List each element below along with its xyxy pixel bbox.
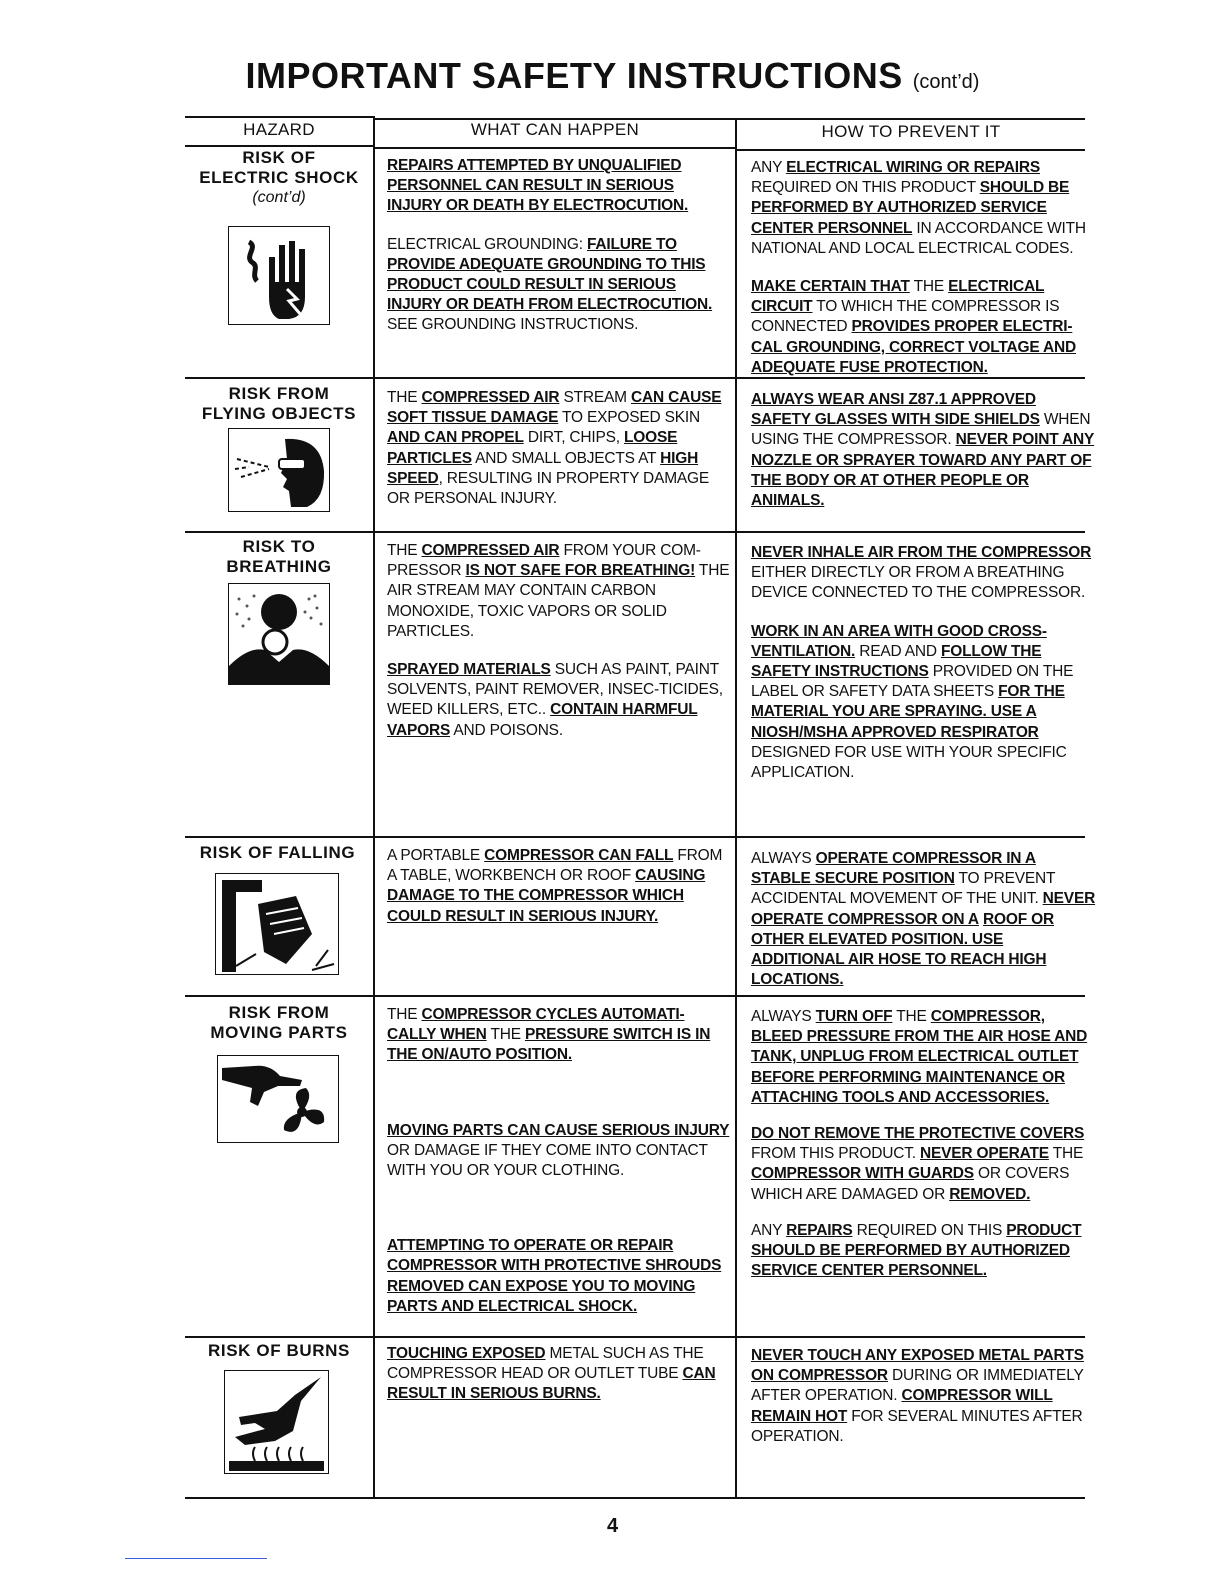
- cell-paragraph: [751, 390, 1096, 511]
- body-text: ALWAYS: [751, 1008, 816, 1025]
- body-text: ALWAYS: [751, 850, 816, 867]
- emphasized-text: LOOSE PARTICLES: [387, 429, 678, 467]
- body-text: ANY: [751, 159, 787, 176]
- row-4-what-can-happen: [387, 1005, 732, 1335]
- table-rule: [185, 116, 373, 118]
- emphasized-text: REMOVED.: [949, 1185, 1031, 1203]
- body-text: AND POISONS.: [450, 721, 563, 739]
- emphasized-text: PROVIDES PROPER ELECTRI-CAL GROUNDING, CORRECT VOLTAGE AND ADEQUATE FUSE PROTECTION.: [751, 318, 1077, 376]
- column-header-what-can-happen: WHAT CAN HAPPEN: [470, 120, 640, 139]
- emphasized-text: CAN CAUSE SOFT TISSUE DAMAGE: [387, 389, 722, 427]
- body-text: FROM A TABLE, WORKBENCH OR ROOF: [387, 847, 723, 885]
- cell-paragraph: [387, 1236, 732, 1317]
- table-rule: [375, 147, 735, 149]
- hazard-label-line: RISK TO: [242, 537, 316, 556]
- emphasized-text: PRODUCT SHOULD BE PERFORMED BY AUTHORIZED SERVICE CENTER PERSONNEL.: [751, 1221, 1082, 1280]
- body-text: DESIGNED FOR USE WITH YOUR SPECIFIC APPLICATION.: [751, 743, 1067, 782]
- body-text: PROVIDED ON THE LABEL OR SAFETY DATA SHEETS: [751, 663, 1074, 701]
- emphasized-text: CONTAIN HARMFUL VAPORS: [387, 701, 698, 739]
- body-text: REQUIRED ON THIS PRODUCT: [751, 179, 980, 197]
- hazard-label-line: RISK FROM: [228, 1003, 330, 1022]
- row-divider: [185, 531, 1085, 533]
- emphasized-text: FOLLOW THE SAFETY INSTRUCTIONS: [751, 642, 1042, 681]
- emphasized-text: NEVER OPERATE: [920, 1145, 1049, 1163]
- body-text: FROM YOUR COM-PRESSOR: [387, 542, 701, 580]
- emphasized-text: ATTEMPTING TO OPERATE OR REPAIR COMPRESSOR WITH PROTECTIVE SHROUDS REMOVED CAN EXPOSE YOU TO MOVING PARTS AND ELECTRICAL SHOCK.: [387, 1237, 722, 1315]
- hazard-breathing: [185, 537, 373, 577]
- body-text: STREAM: [559, 389, 631, 406]
- row-0-what-can-happen: [387, 156, 732, 354]
- emphasized-text: COMPRESSOR CYCLES AUTOMATI-CALLY WHEN: [387, 1006, 685, 1044]
- body-text: THE: [909, 278, 949, 296]
- row-5-how-to-prevent: [751, 1346, 1096, 1465]
- row-3-what-can-happen: [387, 846, 732, 945]
- row-3-how-to-prevent: [751, 849, 1096, 1008]
- emphasized-text: OPERATE COMPRESSOR IN A STABLE SECURE POSITION: [751, 850, 1036, 888]
- body-text: THE: [486, 1026, 525, 1044]
- emphasized-text: SHOULD BE PERFORMED BY AUTHORIZED SERVICE CENTER PERSONNEL: [751, 179, 1070, 237]
- hazard-label-line: BREATHING: [226, 557, 332, 576]
- hazard-label-sub: (cont’d): [252, 189, 306, 206]
- table-rule: [185, 145, 373, 147]
- column-header-how-to-prevent-it: HOW TO PREVENT IT: [821, 122, 1001, 141]
- cell-paragraph: [751, 543, 1096, 604]
- hazard-label-line: RISK OF: [242, 148, 316, 167]
- hazard-label-line: ELECTRIC SHOCK: [199, 168, 359, 187]
- emphasized-text: ELECTRICAL CIRCUIT: [751, 278, 1045, 316]
- footer-rule: [125, 1558, 267, 1559]
- body-text: EITHER DIRECTLY OR FROM A BREATHING DEVICE CONNECTED TO THE COMPRESSOR.: [751, 564, 1086, 602]
- hazard-electric-shock: [185, 148, 373, 208]
- emphasized-text: NEVER TOUCH ANY EXPOSED METAL PARTS ON COMPRESSOR: [751, 1347, 1084, 1385]
- body-text: THE: [387, 542, 422, 559]
- column-divider: [373, 116, 375, 1497]
- hot-surface-hand-icon: [224, 1370, 329, 1474]
- body-text: THE AIR STREAM MAY CONTAIN CARBON MONOXIDE, TOXIC VAPORS OR SOLID PARTICLES.: [387, 562, 730, 640]
- body-text: AND SMALL OBJECTS AT: [471, 449, 661, 467]
- emphasized-text: FOR THE MATERIAL YOU ARE SPRAYING. USE A NIOSH/MSHA APPROVED RESPIRATOR: [751, 683, 1065, 741]
- body-text: SUCH AS PAINT, PAINT SOLVENTS, PAINT REMOVER, INSEC-TICIDES, WEED KILLERS, ETC..: [387, 661, 723, 719]
- hazard-label-line: RISK OF FALLING: [199, 843, 356, 862]
- row-1-how-to-prevent: [751, 390, 1096, 529]
- hazard-falling: [185, 843, 370, 863]
- table-rule: [375, 118, 1085, 120]
- emphasized-text: COMPRESSED AIR: [421, 542, 560, 559]
- table-bottom-rule: [185, 1497, 1085, 1499]
- emphasized-text: WORK IN AN AREA WITH GOOD CROSS-VENTILATION.: [751, 622, 1047, 660]
- row-2-what-can-happen: [387, 541, 732, 759]
- emphasized-text: CAN RESULT IN SERIOUS BURNS.: [387, 1365, 716, 1403]
- emphasized-text: COMPRESSOR WITH GUARDS: [751, 1165, 974, 1183]
- hand-fan-blade-icon: [217, 1055, 339, 1143]
- hazard-moving-parts: [185, 1003, 373, 1043]
- hazard-label-line: RISK FROM: [228, 384, 330, 403]
- emphasized-text: IS NOT SAFE FOR BREATHING!: [465, 562, 696, 580]
- row-5-what-can-happen: [387, 1344, 732, 1423]
- emphasized-text: FAILURE TO PROVIDE ADEQUATE GROUNDING TO THIS PRODUCT COULD RESULT IN SERIOUS INJURY OR DEATH FROM ELECTROCUTION.: [387, 235, 713, 314]
- falling-compressor-icon: [215, 873, 339, 975]
- hazard-label-line: MOVING PARTS: [210, 1023, 348, 1042]
- cell-paragraph: [387, 660, 732, 741]
- row-4-how-to-prevent: [751, 1007, 1096, 1299]
- body-text: A PORTABLE: [387, 847, 485, 864]
- row-1-what-can-happen: [387, 388, 732, 527]
- emphasized-text: COMPRESSOR, BLEED PRESSURE FROM THE AIR HOSE AND TANK, UNPLUG FROM ELECTRICAL OUTLET BEFORE PERFORMING MAINTENANCE OR ATTACHING TOOLS AND ACCESSORIES.: [751, 1008, 1088, 1106]
- respirator-spray-icon: [228, 583, 330, 685]
- body-text: WHEN USING THE COMPRESSOR.: [751, 411, 1091, 449]
- cell-paragraph: [387, 846, 732, 927]
- cell-paragraph: [751, 158, 1096, 259]
- emphasized-text: ROOF OR OTHER ELEVATED POSITION. USE ADDITIONAL AIR HOSE TO REACH HIGH LOCATIONS.: [751, 910, 1054, 989]
- emphasized-text: NEVER POINT ANY NOZZLE OR SPRAYER TOWARD ANY PART OF THE BODY OR AT OTHER PEOPLE OR ANIMALS.: [751, 431, 1095, 510]
- body-text: , RESULTING IN PROPERTY DAMAGE OR PERSONAL INJURY.: [387, 469, 710, 508]
- cell-paragraph: [751, 1221, 1096, 1282]
- body-text: ANY: [751, 1221, 787, 1239]
- body-text: SEE GROUNDING INSTRUCTIONS.: [387, 316, 639, 334]
- cell-paragraph: [751, 849, 1096, 990]
- row-0-how-to-prevent: [751, 158, 1096, 396]
- emphasized-text: REPAIRS: [786, 1221, 853, 1239]
- cell-paragraph: [751, 277, 1096, 378]
- body-text: THE: [892, 1008, 931, 1025]
- body-text: DURING OR IMMEDIATELY AFTER OPERATION.: [751, 1367, 1084, 1405]
- cell-paragraph: [387, 541, 732, 642]
- page-title-suffix: (cont’d): [912, 71, 980, 93]
- body-text: IN ACCORDANCE WITH NATIONAL AND LOCAL ELECTRICAL CODES.: [751, 219, 1086, 257]
- hazard-flying-objects: [185, 384, 373, 424]
- emphasized-text: MOVING PARTS CAN CAUSE SERIOUS INJURY: [387, 1121, 730, 1139]
- body-text: READ AND: [855, 642, 941, 660]
- page-title-text: IMPORTANT SAFETY INSTRUCTIONS: [245, 55, 903, 96]
- body-text: THE: [387, 389, 422, 406]
- emphasized-text: COMPRESSED AIR: [421, 389, 560, 406]
- body-text: ELECTRICAL GROUNDING:: [387, 235, 587, 253]
- cell-paragraph: [751, 1346, 1096, 1447]
- column-header-hazard: HAZARD: [243, 120, 315, 139]
- emphasized-text: PRESSURE SWITCH IS IN THE ON/AUTO POSITION.: [387, 1026, 711, 1064]
- emphasized-text: AND CAN PROPEL: [387, 429, 524, 447]
- body-text: REQUIRED ON THIS: [852, 1221, 1007, 1239]
- emphasized-text: COMPRESSOR CAN FALL: [484, 847, 674, 864]
- cell-paragraph: [751, 1124, 1096, 1205]
- emphasized-text: MAKE CERTAIN THAT: [751, 278, 910, 296]
- body-text: TO EXPOSED SKIN: [558, 409, 701, 427]
- cell-paragraph: [387, 388, 732, 509]
- hazard-label-line: FLYING OBJECTS: [201, 404, 357, 423]
- row-2-how-to-prevent: [751, 543, 1096, 801]
- emphasized-text: CAUSING DAMAGE TO THE COMPRESSOR WHICH COULD RESULT IN SERIOUS INJURY.: [387, 867, 706, 925]
- cell-paragraph: [751, 1007, 1096, 1108]
- safety-glasses-face-icon: [228, 428, 330, 512]
- hazard-label-line: RISK OF BURNS: [208, 1341, 350, 1360]
- body-text: TO PREVENT ACCIDENTAL MOVEMENT OF THE UNIT.: [751, 870, 1056, 908]
- emphasized-text: COMPRESSOR WILL REMAIN HOT: [751, 1387, 1053, 1425]
- cell-paragraph: [387, 1344, 732, 1405]
- body-text: TO WHICH THE COMPRESSOR IS CONNECTED: [751, 298, 1060, 336]
- row-divider: [185, 1336, 1085, 1338]
- cell-paragraph: [387, 1121, 732, 1182]
- emphasized-text: NEVER OPERATE COMPRESSOR ON A: [751, 890, 1096, 928]
- body-text: METAL SUCH AS THE COMPRESSOR HEAD OR OUTLET TUBE: [387, 1345, 704, 1383]
- cell-paragraph: [387, 235, 732, 336]
- hazard-burns: [185, 1341, 373, 1361]
- emphasized-text: ALWAYS WEAR ANSI Z87.1 APPROVED SAFETY GLASSES WITH SIDE SHIELDS: [751, 391, 1040, 429]
- cell-paragraph: [387, 156, 732, 217]
- page-number: 4: [606, 1515, 619, 1537]
- emphasized-text: DO NOT REMOVE THE PROTECTIVE COVERS: [751, 1125, 1085, 1143]
- body-text: FROM THIS PRODUCT.: [751, 1145, 921, 1163]
- cell-paragraph: [387, 1005, 732, 1066]
- emphasized-text: NEVER INHALE AIR FROM THE COMPRESSOR: [751, 544, 1092, 561]
- row-divider: [185, 836, 1085, 838]
- page-title: [0, 55, 1225, 97]
- body-text: THE: [1048, 1145, 1084, 1163]
- emphasized-text: HIGH SPEED: [387, 449, 699, 487]
- body-text: FOR SEVERAL MINUTES AFTER OPERATION.: [751, 1407, 1083, 1445]
- emphasized-text: REPAIRS ATTEMPTED BY UNQUALIFIED PERSONNEL CAN RESULT IN SERIOUS INJURY OR DEATH BY ELECTROCUTION.: [387, 157, 689, 215]
- body-text: OR DAMAGE IF THEY COME INTO CONTACT WITH YOU OR YOUR CLOTHING.: [387, 1141, 708, 1180]
- body-text: DIRT, CHIPS,: [523, 429, 624, 447]
- emphasized-text: ELECTRICAL WIRING OR REPAIRS: [786, 159, 1040, 176]
- column-divider: [735, 118, 737, 1499]
- cell-paragraph: [751, 622, 1096, 784]
- emphasized-text: TURN OFF: [815, 1008, 893, 1025]
- table-rule: [737, 149, 1085, 151]
- emphasized-text: TOUCHING EXPOSED: [387, 1345, 546, 1362]
- emphasized-text: SPRAYED MATERIALS: [387, 661, 551, 679]
- electric-shock-hand-icon: [228, 226, 330, 325]
- body-text: OR COVERS WHICH ARE DAMAGED OR: [751, 1165, 1070, 1203]
- body-text: THE: [387, 1006, 422, 1023]
